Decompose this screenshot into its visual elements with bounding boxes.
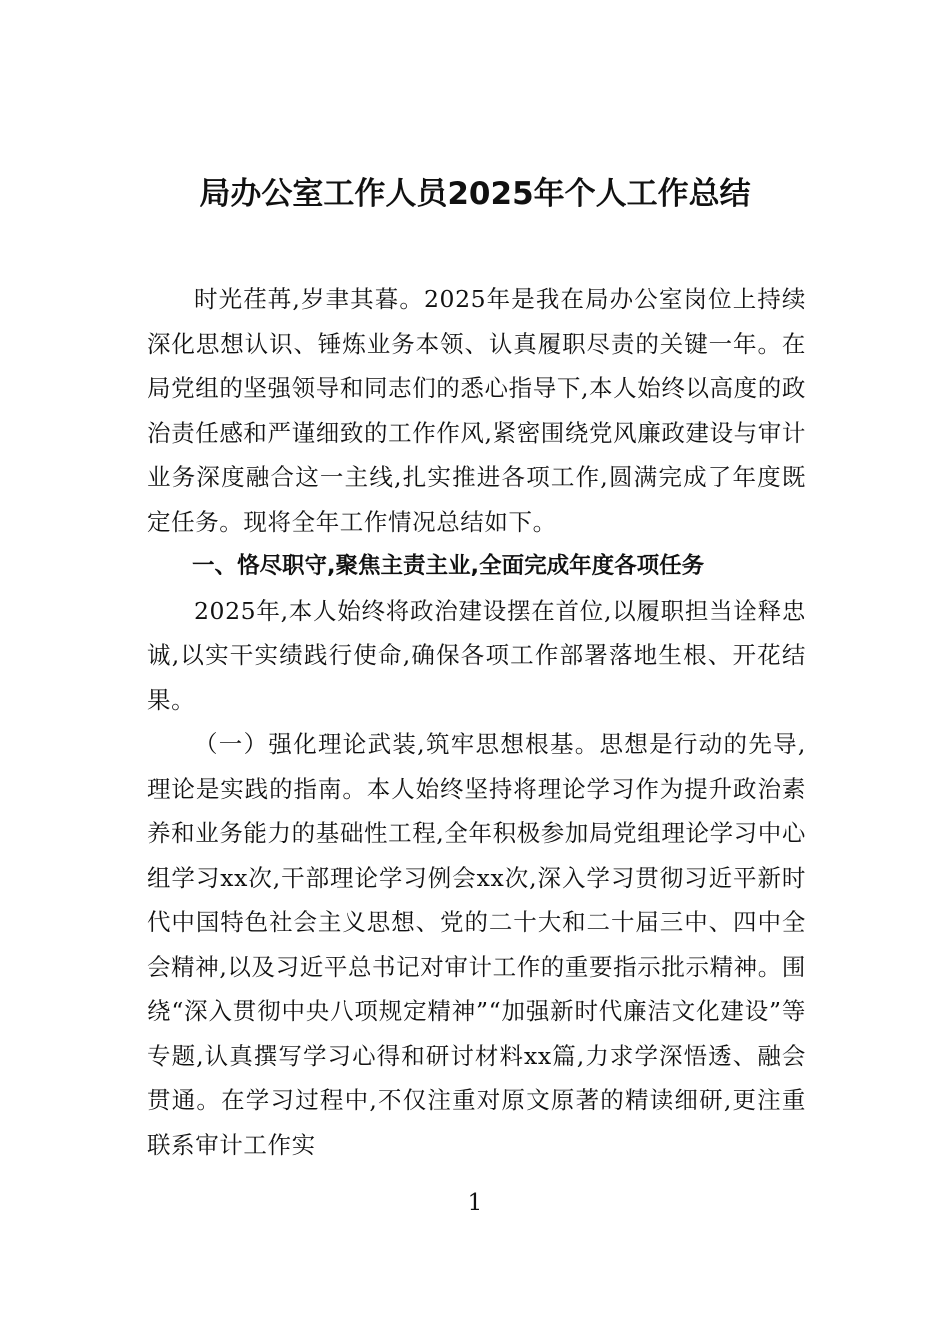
- document-body: [147, 277, 806, 1167]
- intro-paragraph: 时光荏苒,岁聿其暮。2025年是我在局办公室岗位上持续深化思想认识、锤炼业务本领、认真履职尽责的关键一年。在局党组的坚强领导和同志们的悉心指导下,本人始终以高度的政治责任感和严谨细致的工作作风,紧密围绕党风廉政建设与审计业务深度融合这一主线,扎实推进各项工作,圆满完成了年度既定任务。现将全年工作情况总结如下。: [147, 285, 806, 536]
- section-paragraph: 2025年,本人始终将政治建设摆在首位,以履职担当诠释忠诚,以实干实绩践行使命,确保各项工作部署落地生根、开花结果。: [147, 596, 806, 714]
- page-number: 1: [467, 1190, 483, 1216]
- document-title: 局办公室工作人员2025年个人工作总结: [199, 176, 751, 212]
- section-heading: 一、恪尽职守,聚焦主责主业,全面完成年度各项任务: [192, 553, 705, 579]
- subsection-paragraph: （一）强化理论武装,筑牢思想根基。思想是行动的先导,理论是实践的指南。本人始终坚持将理论学习作为提升政治素养和业务能力的基础性工程,全年积极参加局党组理论学习中心组学习xx次,干部理论学习例会xx次,深入学习贯彻习近平新时代中国特色社会主义思想、党的二十大和二十届三中、四中全会精神,以及习近平总书记对审计工作的重要指示批示精神。围绕“深入贯彻中央八项规定精神”“加强新时代廉洁文化建设”等专题,认真撰写学习心得和研讨材料xx篇,力求学深悟透、融会贯通。在学习过程中,不仅注重对原文原著的精读细研,更注重联系审计工作实: [147, 730, 806, 1159]
